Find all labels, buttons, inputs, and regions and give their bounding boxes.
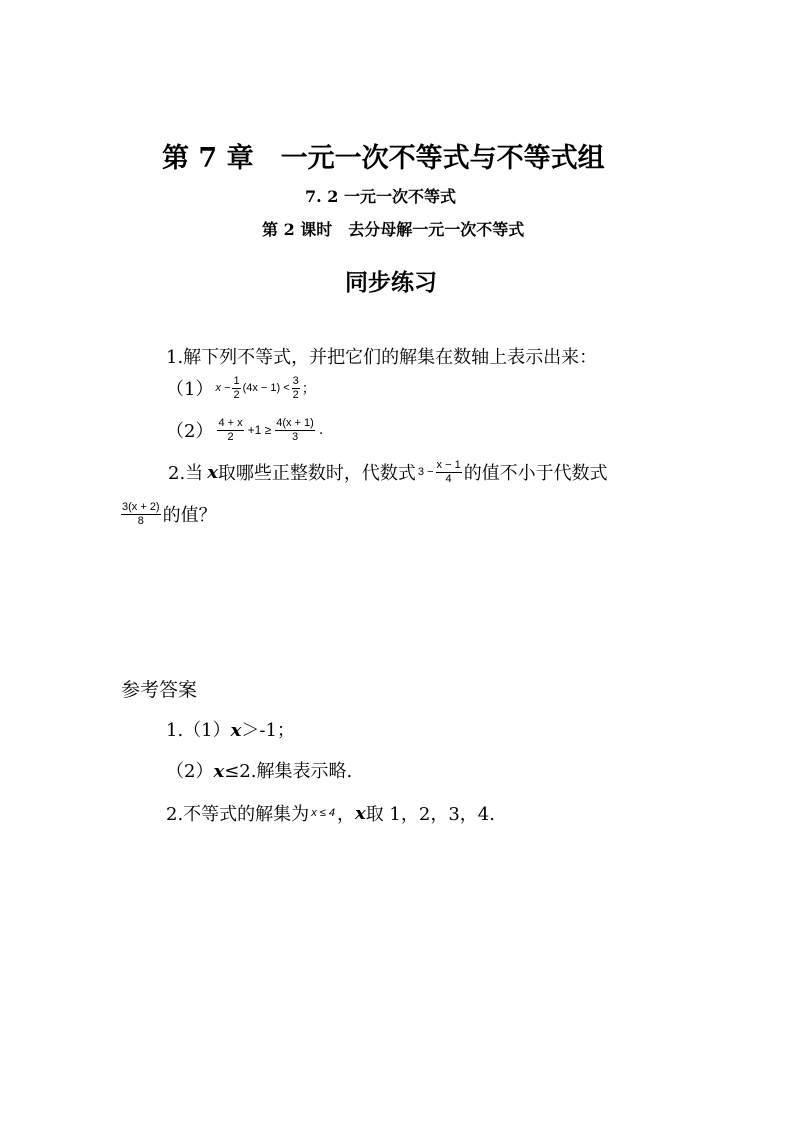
lesson-title: 第 2 课时 去分母解一元一次不等式 [262,220,525,239]
section-title: 7. 2 一元一次不等式 [305,187,456,206]
question-2-line-2 [121,501,217,527]
question-1-prompt: 1.解下列不等式，并把它们的解集在数轴上表示出来： [166,347,598,368]
q2-var: x [207,461,218,483]
q2-pre: 2.当 [168,463,204,484]
part-label: （1） [166,379,214,400]
fraction-rhs: $\frac{3}{2}$ [292,374,299,401]
practice-title: 同步练习 [345,269,437,296]
part-label: （2） [166,421,214,442]
answer-var: x [354,802,366,824]
q2-expr-lead: 3 − [417,466,434,478]
q2-mid: 取哪些正整数时，代数式 [217,463,416,484]
answers-heading: 参考答案 [121,679,198,701]
expr-lead: x − [215,382,231,394]
expr-end: . [318,422,324,438]
answer-var: x [230,720,242,741]
answer-solution-set: x ≤ 4 [311,807,335,819]
question-2-line-1 [168,459,608,485]
chapter-title: 第 7 章 一元一次不等式与不等式组 [162,143,605,174]
fraction-right: $\frac{4(x + 1)}{3}$ [276,416,314,443]
expr-end: ； [301,381,316,397]
expr-mid: +1 ≥ [247,423,272,437]
question-1-part-1 [166,375,316,401]
q2-line2-tail: 的值？ [162,505,217,526]
answer-var: x [213,761,225,782]
fraction-left: $\frac{4 + x}{2}$ [218,416,243,443]
expr-mid: (4x − 1) < [242,382,290,394]
answer-2: 2.不等式的解集为 x ≤ 4 ， x 取 1，2，3，4. [166,802,495,825]
q2-fraction: $\frac{x - 1}{4}$ [436,458,461,485]
answer-1-part-2: （2）x≤2.解集表示略. [166,761,353,782]
q2-fraction-2: $\frac{3(x + 2)}{8}$ [122,500,160,527]
q2-tail: 的值不小于代数式 [463,463,608,484]
question-1-part-2 [166,417,323,443]
answer-1-part-1: 1.（1）x＞-1； [166,720,295,741]
fraction-half: $\frac{1}{2}$ [233,374,240,401]
